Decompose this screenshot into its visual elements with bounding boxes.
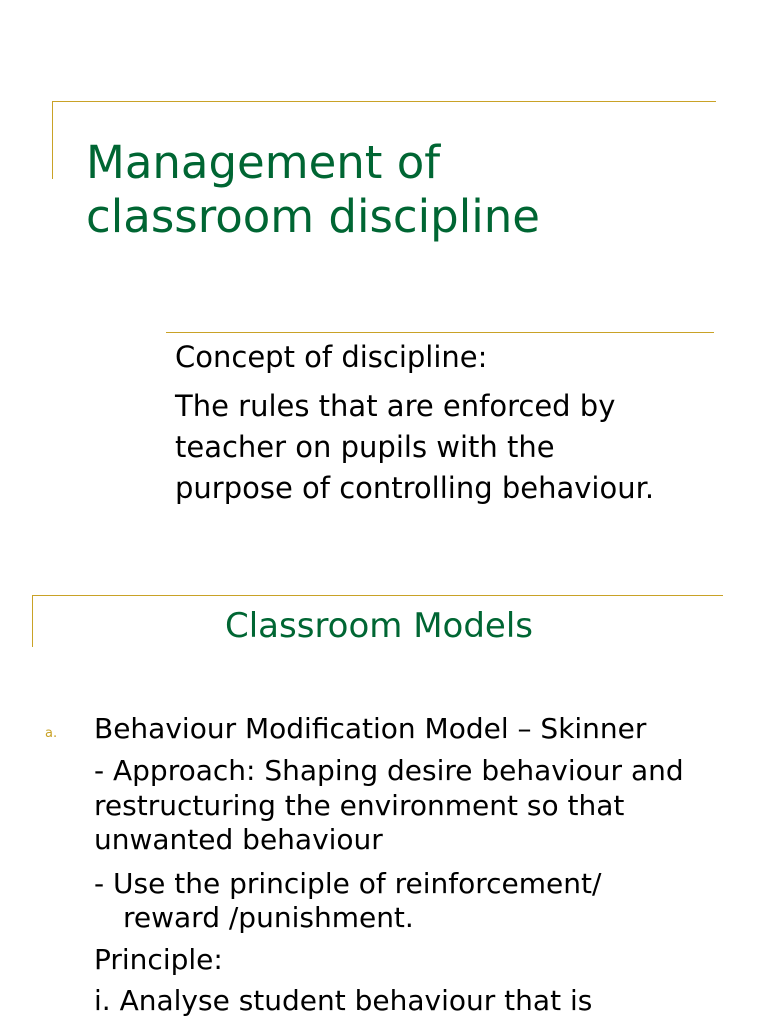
principle-item-i: i. Analyse student behaviour that is bbox=[94, 984, 593, 1017]
title-line-2: classroom discipline bbox=[86, 190, 540, 243]
slide-2-left-rule bbox=[32, 595, 33, 647]
bullet-marker: a. bbox=[45, 726, 58, 741]
subtitle-line-3: teacher on pupils with the bbox=[175, 430, 555, 464]
approach-line-3: unwanted behaviour bbox=[94, 823, 383, 856]
bullet-item-title: Behaviour Modification Model – Skinner bbox=[94, 712, 647, 745]
use-line-1: - Use the principle of reinforcement/ bbox=[94, 867, 602, 900]
use-line-2: reward /punishment. bbox=[123, 901, 414, 934]
approach-line-2: restructuring the environment so that bbox=[94, 789, 625, 822]
approach-line-1: - Approach: Shaping desire behaviour and bbox=[94, 754, 684, 787]
subtitle-line-4: purpose of controlling behaviour. bbox=[175, 471, 655, 505]
slide-2-title: Classroom Models bbox=[225, 606, 534, 646]
subtitle-line-2: The rules that are enforced by bbox=[175, 389, 616, 423]
title-line-1: Management of bbox=[86, 136, 441, 189]
subtitle-heading: Concept of discipline: bbox=[175, 340, 488, 374]
principle-label: Principle: bbox=[94, 943, 223, 976]
slide-2-top-rule bbox=[32, 595, 723, 596]
